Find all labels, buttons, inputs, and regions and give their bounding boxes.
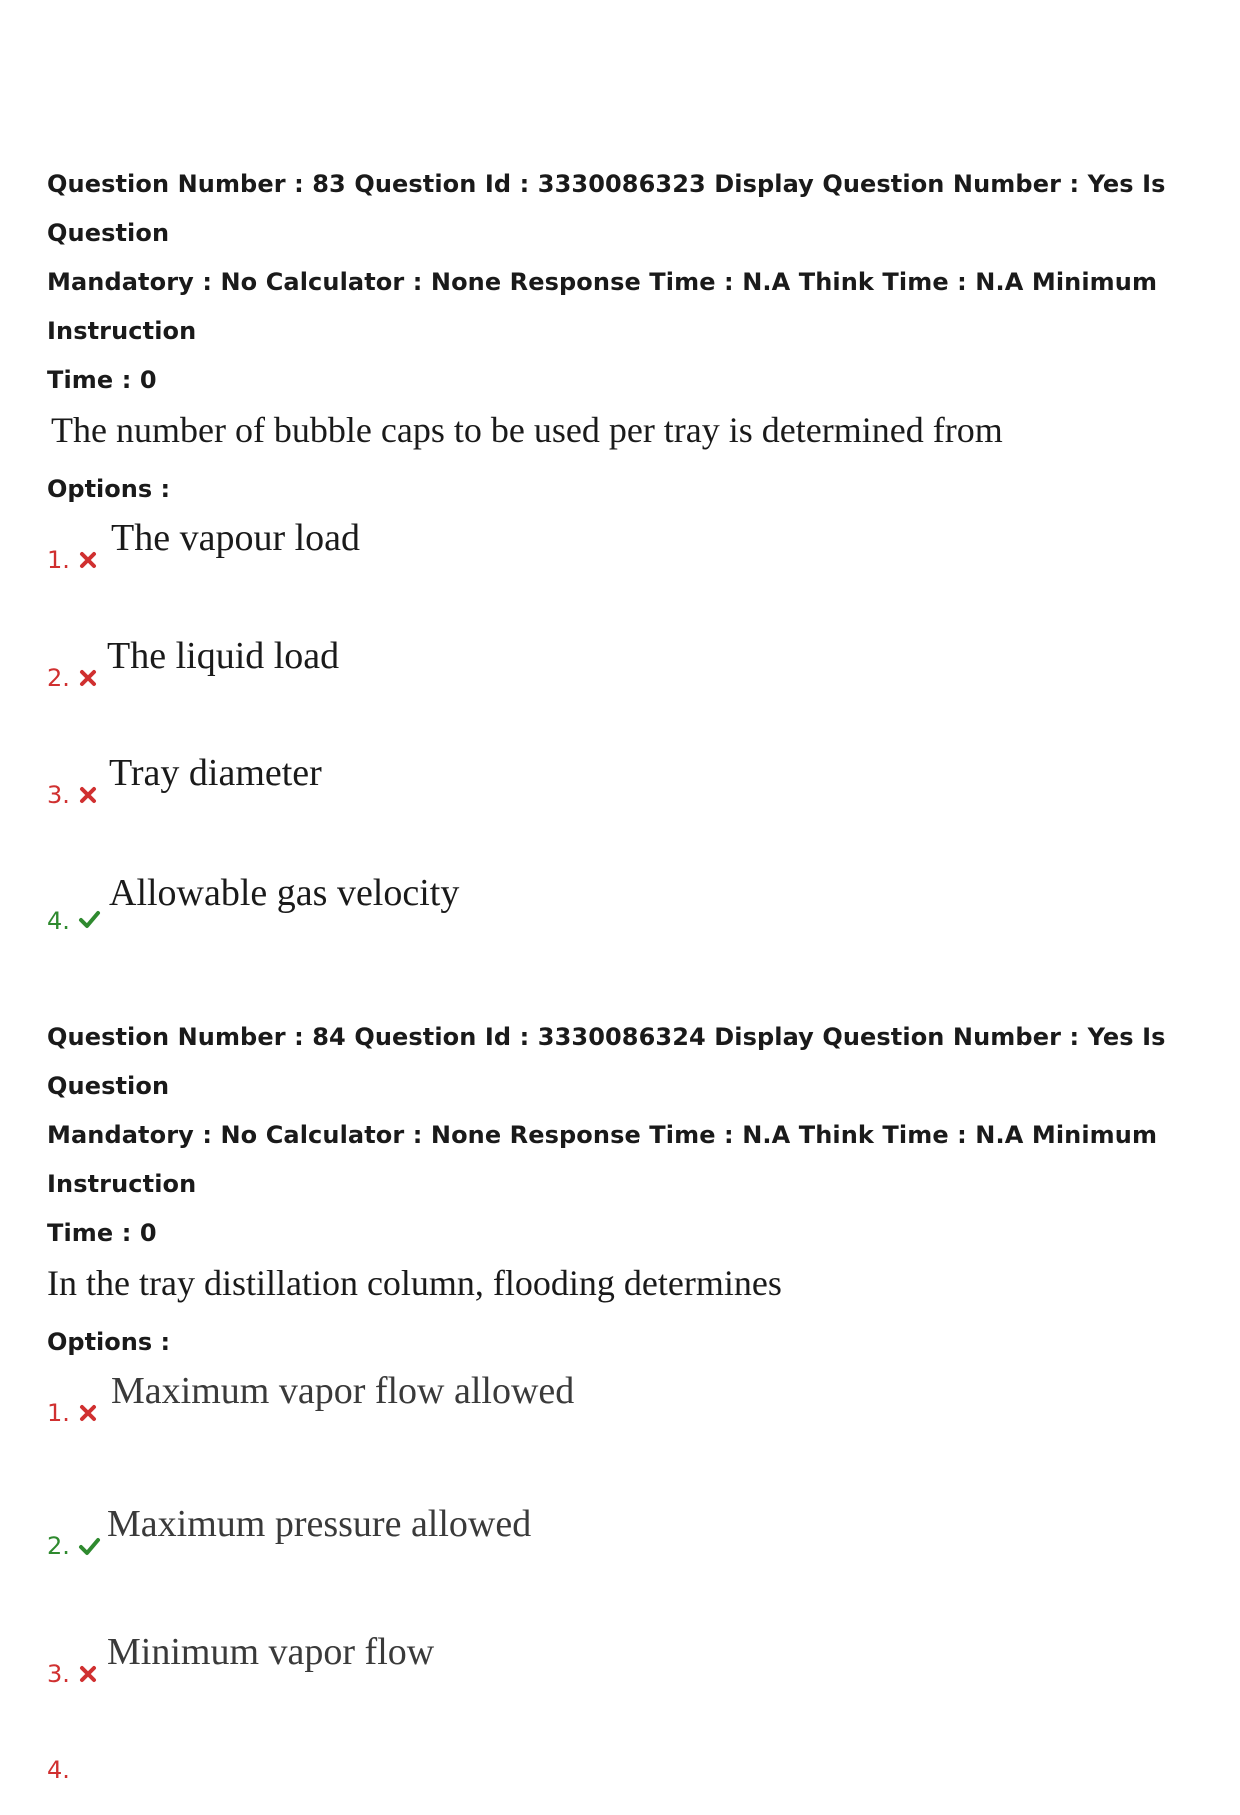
option-text: Maximum pressure allowed [107,1503,532,1545]
option-1 [47,509,1207,627]
option-number: 2. [47,664,70,692]
option-number: 1. [47,1399,70,1427]
cross-icon [77,1663,99,1685]
option-number: 3. [47,781,70,809]
option-text: Minimum vapor flow [107,1631,435,1673]
options-list [47,1362,1207,1815]
option-4 [47,1735,1207,1815]
question-block-83 [47,160,1207,984]
option-number: 2. [47,1532,70,1560]
options-list [47,509,1207,984]
option-2 [47,627,1207,744]
option-2 [47,1495,1207,1623]
question-text: In the tray distillation column, flooding determines [47,1263,782,1303]
option-4 [47,864,1207,984]
question-text: The number of bubble caps to be used per tray is determined from [51,410,1003,450]
option-text: The vapour load [111,517,361,559]
cross-icon [77,667,99,689]
cross-icon [77,784,99,806]
option-text: Allowable gas velocity [109,872,460,914]
options-label: Options : [47,475,171,503]
option-text: Tray diameter [109,752,322,794]
question-meta-line-2: Mandatory : No Calculator : None Response Time : N.A Think Time : N.A Minimum Instruction [47,1121,1158,1198]
question-meta-line-2: Mandatory : No Calculator : None Response Time : N.A Think Time : N.A Minimum Instruction [47,268,1158,345]
question-block-84 [47,1013,1207,1815]
option-3 [47,744,1207,864]
option-text: The liquid load [107,635,340,677]
option-number: 3. [47,1660,70,1688]
question-meta-line-1: Question Number : 84 Question Id : 3330086324 Display Question Number : Yes Is Question [47,1023,1166,1100]
option-number: 4. [47,1756,70,1784]
cross-icon [77,549,99,571]
options-label: Options : [47,1328,171,1356]
cross-icon [77,1402,99,1424]
check-icon [77,1535,101,1557]
question-meta-line-1: Question Number : 83 Question Id : 3330086323 Display Question Number : Yes Is Question [47,170,1166,247]
question-meta-line-3: Time : 0 [47,1219,157,1247]
option-number: 4. [47,907,70,935]
option-number: 1. [47,546,70,574]
option-3 [47,1623,1207,1735]
check-icon [77,908,101,930]
question-meta-line-3: Time : 0 [47,366,157,394]
option-1 [47,1362,1207,1495]
option-text: Maximum vapor flow allowed [111,1370,575,1412]
